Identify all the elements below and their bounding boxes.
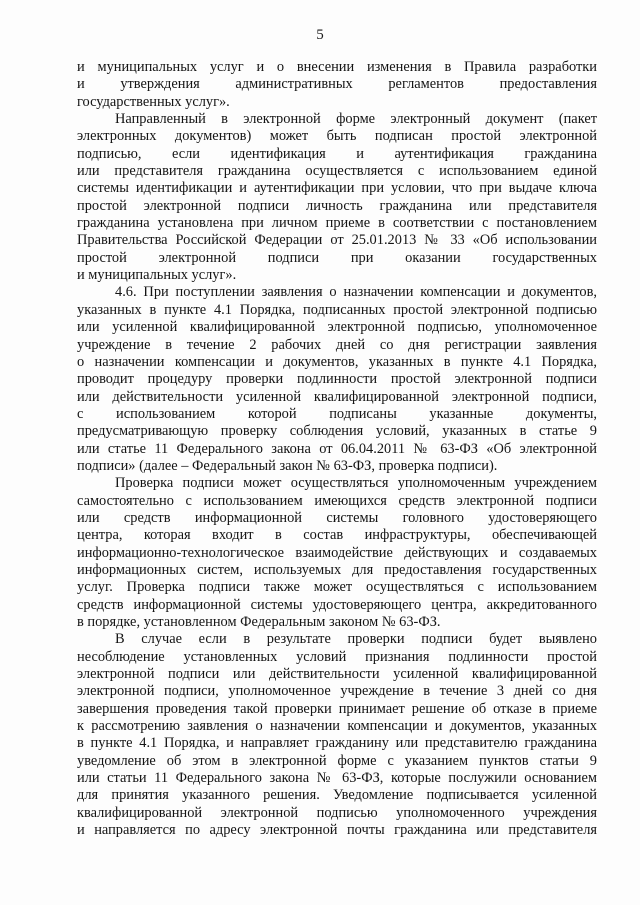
text-line: 4.6. При поступлении заявления о назначении компенсации и документов,	[115, 284, 597, 301]
text-line: или средств информационной системы головного удостоверяющего	[77, 509, 597, 526]
paragraph	[77, 631, 597, 839]
text-line: электронных документов) может быть подписан простой электронной	[77, 128, 597, 145]
text-line: подписью, если идентификация и аутентификация гражданина	[77, 145, 597, 162]
text-line: квалифицированной электронной подписью уполномоченного учреждения	[77, 804, 597, 821]
text-line: самостоятельно с использованием имеющихся средств электронной подписи	[77, 492, 597, 509]
text-line: в пункте 4.1 Порядка, и направляет гражданину или представителю гражданина	[77, 735, 597, 752]
text-line: проводит процедуру проверки подлинности простой электронной подписи	[77, 371, 597, 388]
page-number: 5	[316, 27, 324, 43]
text-line: средств информационной системы удостоверяющего центра, аккредитованного	[77, 596, 597, 613]
text-line: или статье 11 Федерального закона от 06.04.2011 № 63-ФЗ «Об электронной	[77, 440, 597, 457]
text-line: или статьи 11 Федерального закона № 63-ФЗ, которые послужили основанием	[77, 770, 597, 787]
text-line: и муниципальных услуг и о внесении изменения в Правила разработки	[77, 59, 597, 75]
text-line: простой электронной подписи при оказании государственных	[77, 249, 597, 266]
text-line: и утверждения административных регламентов предоставления	[77, 76, 597, 93]
text-line: Направленный в электронной форме электронный документ (пакет	[115, 111, 597, 128]
text-line: центра, которая входит в состав инфраструктуры, обеспечивающей	[77, 527, 597, 544]
text-line: для принятия указанного решения. Уведомление подписывается усиленной	[77, 787, 597, 804]
text-line: и муниципальных услуг».	[77, 267, 237, 284]
text-line: В случае если в результате проверки подписи будет выявлено	[115, 631, 597, 648]
text-line: услуг. Проверка подписи также может осуществляться с использованием	[77, 579, 597, 596]
text-line: простой электронной подписи личность гражданина или представителя	[77, 197, 597, 214]
text-line: к рассмотрению заявления о назначении компенсации и документов, указанных	[77, 718, 597, 735]
document-body	[77, 59, 597, 839]
paragraph	[77, 475, 597, 631]
text-line: электронной подписи или действительности усиленной квалифицированной	[77, 666, 597, 683]
text-line: подписи» (далее – Федеральный закон № 63-ФЗ, проверка подписи).	[77, 457, 498, 474]
text-line: информационных систем, используемых для предоставления государственных	[77, 561, 597, 578]
text-line: Правительства Российской Федерации от 25.01.2013 № 33 «Об использовании	[77, 232, 597, 249]
text-line: Проверка подписи может осуществляться уполномоченным учреждением	[115, 475, 597, 492]
text-line: гражданина установлена при личном приеме в соответствии с постановлением	[77, 215, 597, 232]
text-line: несоблюдение установленных условий признания подлинности простой	[77, 648, 597, 665]
paragraph	[77, 59, 597, 111]
text-line: указанных в пункте 4.1 Порядка, подписанных простой электронной подписью	[77, 301, 597, 318]
text-line: электронной подписи, уполномоченное учреждение в течение 3 дней со дня	[77, 683, 597, 700]
text-line: завершения проведения такой проверки принимает решение об отказе в приеме	[77, 700, 597, 717]
text-line: системы идентификации и аутентификации при условии, что при выдаче ключа	[77, 180, 597, 197]
text-line: или действительности усиленной квалифицированной электронной подписи,	[77, 388, 597, 405]
text-line: о назначении компенсации и документов, указанных в пункте 4.1 Порядка,	[77, 353, 597, 370]
text-line: предусматривающую проверку соблюдения условий, указанных в статье 9	[77, 423, 597, 440]
text-line: или представителя гражданина осуществляется с использованием единой	[77, 163, 597, 180]
text-line: государственных услуг».	[77, 93, 230, 110]
text-line: учреждение в течение 2 рабочих дней со дня регистрации заявления	[77, 336, 597, 353]
paragraph	[77, 111, 597, 284]
text-line: и направляется по адресу электронной почты гражданина или представителя	[77, 822, 597, 839]
text-line: в порядке, установленном Федеральным законом № 63-ФЗ.	[77, 614, 441, 630]
text-line: с использованием которой подписаны указанные документы,	[77, 405, 597, 422]
text-line: информационно-технологическое взаимодействие действующих и создаваемых	[77, 544, 597, 561]
text-line: уведомление об этом в электронной форме с указанием пунктов статьи 9	[77, 752, 597, 769]
paragraph	[77, 284, 597, 475]
text-line: или усиленной квалифицированной электронной подписью, уполномоченное	[77, 319, 597, 336]
